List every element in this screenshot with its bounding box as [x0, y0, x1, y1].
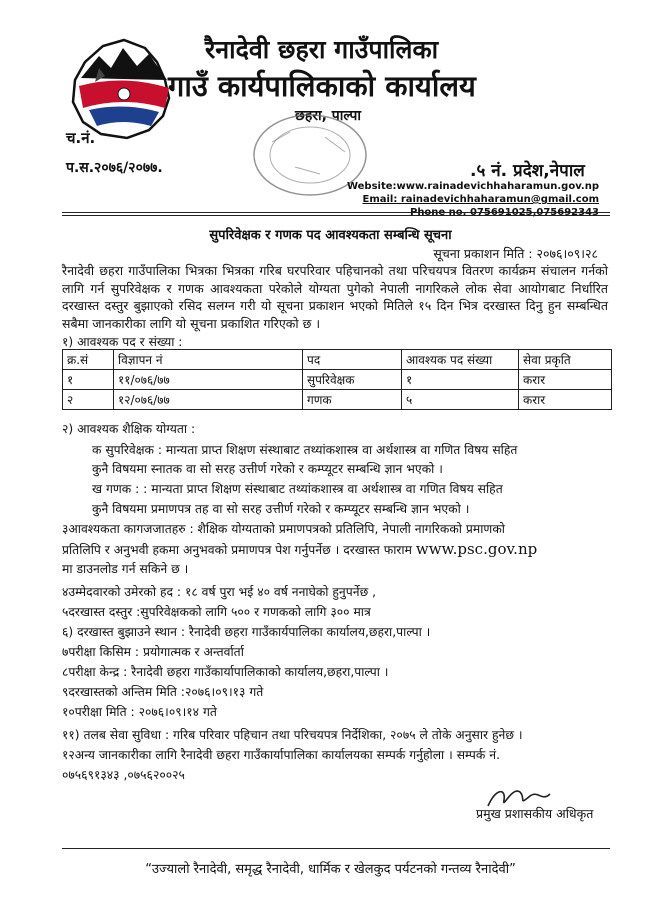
- posts-table: [62, 349, 612, 410]
- table-header: विज्ञापन नं: [114, 350, 303, 370]
- exam-date: १०परीक्षा मिति : २०७६।०९।१४ गते: [62, 705, 217, 719]
- province-label: .५ नं. प्रदेश,नेपाल: [470, 161, 585, 181]
- required-documents-line2: [62, 540, 537, 558]
- signatory-title: प्रमुख प्रशासकीय अधिकृत: [476, 806, 594, 821]
- email-link[interactable]: Email: rainadevichhaharamun@gmail.com: [362, 194, 599, 205]
- table-row: [63, 370, 612, 390]
- exam-type: ७परीक्षा किसिम : प्रयोगात्मक र अन्तर्वार्ता: [62, 645, 244, 659]
- age-limit: ४उम्मेदवारको उमेरको हद : १८ वर्ष पुरा भई ४० वर्ष ननाघेको हुनुपर्नेछ ,: [62, 585, 377, 599]
- psc-website-link[interactable]: www.psc.gov.np: [415, 540, 538, 558]
- contact-numbers: ०७५६९१३४३ ,०७५६२००२५: [62, 768, 185, 782]
- contact-info-line1: १२अन्य जानकारीका लागि रैनादेवी छहरा गाउँकार्यापालिका कार्यालयका सम्पर्क गर्नुहोला । सम्पर्क नं.: [62, 748, 500, 762]
- header-divider-bottom: [62, 215, 610, 216]
- header-divider-top: [62, 212, 610, 213]
- website-text[interactable]: Website:www.rainadevichhaharamun.gov.np: [346, 181, 599, 192]
- reference-number-label: च.नं.: [66, 129, 96, 147]
- qualification-enumerator-line2: कुनै विषयमा प्रमाणपत्र तह वा सो सरह उत्तीर्ण गरेको र कम्प्यूटर सम्बन्धि ज्ञान भएको ।: [92, 502, 470, 516]
- contact-block: [347, 180, 599, 219]
- publish-date: सूचना प्रकाशन मिति : २०७६।०९।२८: [433, 246, 598, 261]
- qualification-supervisor-line2: कुनै विषयमा स्नातक वा सो सरह उत्तीर्ण गरेको र कम्प्यूटर सम्बन्धि ज्ञान भएको ।: [92, 462, 443, 476]
- salary-benefits: ११) तलब सेवा सुविधा : गरिब परिवार पहिचान तथा परिचयपत्र निर्देशिका, २०७५ ले तोके अनुसार हुनेछ ।: [62, 728, 523, 742]
- submission-place: ६) दरखास्त बुझाउने स्थान : रैनादेवी छहरा गाउँकार्यपालिका कार्यालय,छहरा,पाल्पा ।: [62, 625, 431, 639]
- exam-center: ८परीक्षा केन्द्र : रैनादेवी छहरा गाउँकार्यापालिकाको कार्यालय,छहरा,पाल्पा ।: [62, 665, 389, 679]
- table-cell: सुपरिवेक्षक: [303, 370, 402, 390]
- table-cell: २: [63, 390, 114, 410]
- table-header: क्र.सं: [63, 350, 114, 370]
- table-cell: ११/०७६/७७: [114, 370, 303, 390]
- table-header: आवश्यक पद संख्या: [402, 350, 519, 370]
- intro-paragraph: रैनादेवी छहरा गाउँपालिका भित्रका भित्रका गरिब घरपरिवार पहिचानको तथा परिचयपत्र वितरण कार्यक्रम संचालन गर्नको लागि गर्न सुपरिवेक्षक र गणक आवश्यकता परेकोले योग्यता पुगेको नेपाली नागरिकले लोक सेवा आयोगबाट निर्धारित दरखास्त दस्तुर बुझाएको रसिद सलग्न गरी यो सूचना प्रकाशन भएको मितिले १५ दिन भित्र दरखास्त दिनु हुन सम्बन्धित सबैमा जानकारीका लागि यो सूचना प्रकाशित गरिएको छ ।: [62, 263, 608, 331]
- required-documents-text: प्रतिलिपि र अनुभवी हकमा अनुभवको प्रमाणपत्र पेश गर्नुपर्नेछ । दरखास्त फाराम: [62, 543, 412, 557]
- fiscal-year: प.स.२०७६/२०७७.: [66, 160, 163, 176]
- municipality-name: रैनादेवी छहरा गाउँपालिका: [205, 35, 439, 64]
- notice-title: सुपरिवेक्षक र गणक पद आवश्यकता सम्बन्धि सूचना: [209, 228, 452, 243]
- table-cell: ५: [402, 390, 519, 410]
- qualification-enumerator-line1: ख गणक : : मान्यता प्राप्त शिक्षण संस्थाबाट तथ्यांकशास्त्र वा अर्थशास्त्र वा गणित विषय सहित: [92, 482, 503, 496]
- qualification-supervisor-line1: क सुपरिवेक्षक : मान्यता प्राप्त शिक्षण संस्थाबाट तथ्यांकशास्त्र वा अर्थशास्त्र वा गणित विषय सहित: [92, 443, 518, 457]
- required-documents-line1: ३आवश्यकता कागजजातहरु : शैक्षिक योग्यताको प्रमाणपत्रको प्रतिलिपि, नेपाली नागरिकको प्रमाणको: [62, 522, 505, 536]
- application-fee: ५दरखास्त दस्तुर :सुपरिवेक्षकको लागि ५०० र गणकको लागि ३०० मात्र: [62, 605, 371, 619]
- footer-slogan: “उज्यालो रैनादेवी, समृद्ध रैनादेवी, धार्मिक र खेलकुद पर्यटनको गन्तव्य रैनादेवी”: [145, 862, 516, 877]
- section-qualification: २) आवश्यक शैक्षिक योग्यता :: [62, 422, 196, 436]
- municipality-emblem-icon: [65, 38, 183, 142]
- table-cell: गणक: [303, 390, 402, 410]
- section-required-posts: १) आवश्यक पद र संख्या :: [62, 335, 183, 349]
- table-cell: करार: [519, 370, 612, 390]
- office-name: गाउँ कार्यपालिकाको कार्यालय: [168, 69, 476, 103]
- office-location: छहरा, पाल्पा: [295, 108, 361, 124]
- application-deadline: ९दरखास्तको अन्तिम मिति :२०७६।०९।१३ गते: [62, 685, 264, 699]
- table-row: [63, 390, 612, 410]
- phone-text: Phone no. 075691025,075692343: [409, 207, 599, 218]
- table-cell: करार: [519, 390, 612, 410]
- table-header: पद: [303, 350, 402, 370]
- table-header-row: [63, 350, 612, 370]
- table-cell: १: [402, 370, 519, 390]
- footer-divider: [62, 848, 610, 849]
- table-cell: १२/०७६/७७: [114, 390, 303, 410]
- required-documents-line3: मा डाउनलोड गर्न सकिने छ ।: [62, 562, 189, 576]
- table-header: सेवा प्रकृति: [519, 350, 612, 370]
- table-cell: १: [63, 370, 114, 390]
